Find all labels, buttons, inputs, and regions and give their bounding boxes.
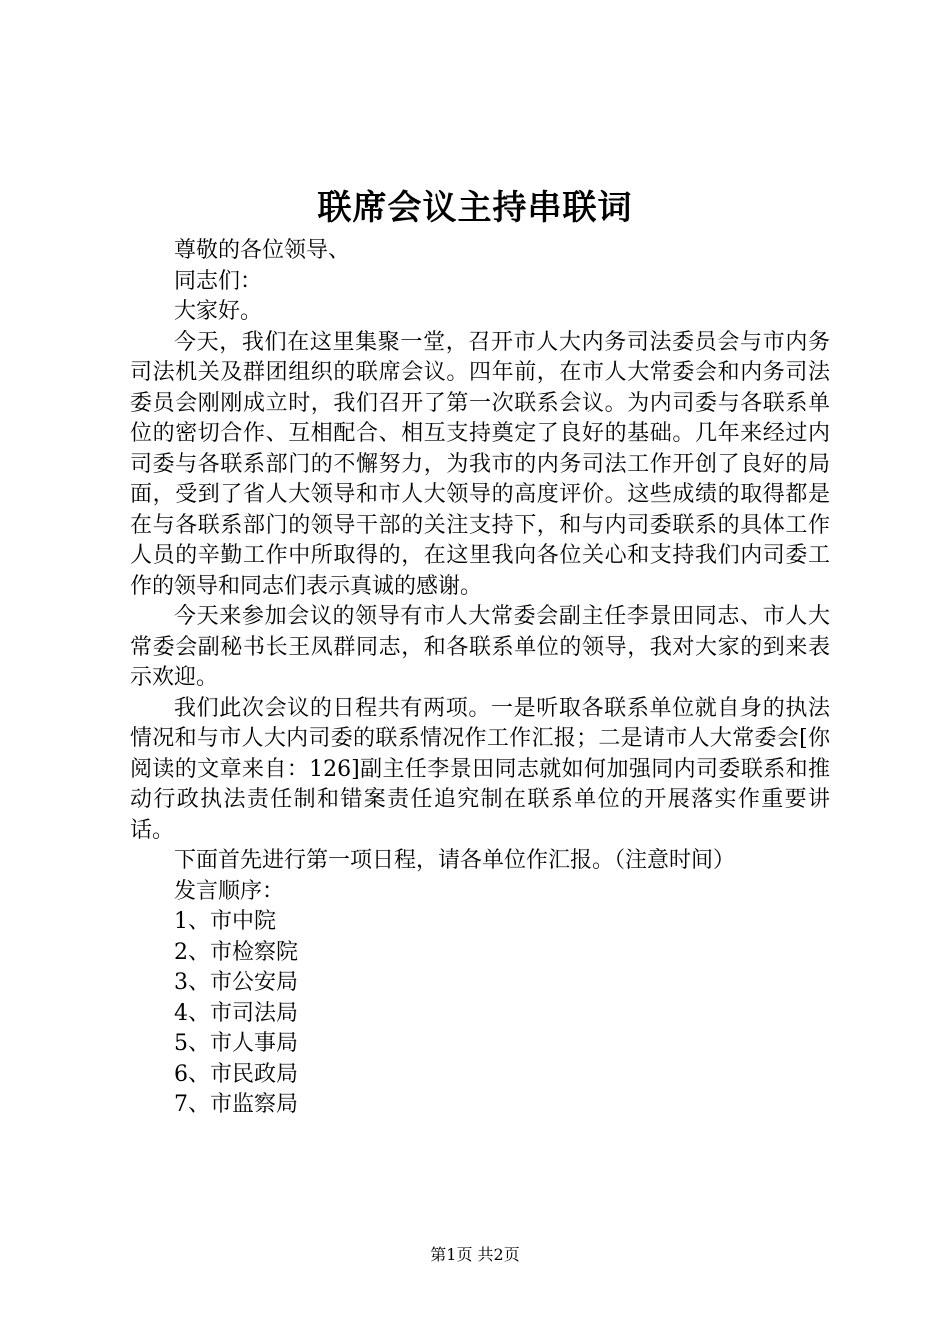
list-item: 5、市人事局: [174, 1031, 298, 1056]
list-item: 1、市中院: [174, 909, 276, 934]
greeting-line: 大家好。: [174, 299, 263, 324]
list-item: 7、市监察局: [174, 1092, 298, 1117]
body-paragraph: 今天，我们在这里集聚一堂，召开市人大内务司法委员会与市内务司法机关及群团组织的联席会议。四年前，在市人大常委会和内务司法委员会刚刚成立时，我们召开了第一次联系会议。为内司委与各联系单位的密切合作、互相配合、相互支持奠定了良好的基础。几年来经过内司委与各联系部门的不懈努力，为我市的内务司法工作开创了良好的局面，受到了省人大领导和市人大领导的高度评价。这些成绩的取得都是在与各联系部门的领导干部的关注支持下，和与内司委联系的具体工作人员的辛勤工作中所取得的，在这里我向各位关心和支持我们内司委工作的领导和同志们表示真诚的感谢。: [130, 329, 830, 599]
body-paragraph: 我们此次会议的日程共有两项。一是听取各联系单位就自身的执法情况和与市人大内司委的联系情况作工作汇报；二是请市人大常委会[你阅读的文章来自：126]副主任李景田同志就如何加强同内司委联系和推动行政执法责任制和错案责任追究制在联系单位的开展落实作重要讲话。: [130, 695, 830, 843]
list-item: 3、市公安局: [174, 970, 298, 995]
body-paragraph: 下面首先进行第一项日程，请各单位作汇报。（注意时间）: [174, 848, 736, 873]
list-item: 6、市民政局: [174, 1061, 298, 1087]
page-number-footer: 第1页 共2页: [430, 1245, 520, 1264]
body-paragraph: 今天来参加会议的领导有市人大常委会副主任李景田同志、市人大常委会副秘书长王凤群同志，和各联系单位的领导，我对大家的到来表示欢迎。: [130, 604, 830, 690]
document-title: 联席会议主持串联词: [317, 188, 633, 228]
greeting-line: 同志们：: [174, 268, 263, 294]
list-heading: 发言顺序：: [174, 878, 285, 904]
document-body: [130, 236, 830, 1121]
list-item: 4、市司法局: [174, 1000, 298, 1026]
list-item: 2、市检察院: [174, 939, 298, 965]
greeting-line: 尊敬的各位领导、: [174, 238, 351, 263]
